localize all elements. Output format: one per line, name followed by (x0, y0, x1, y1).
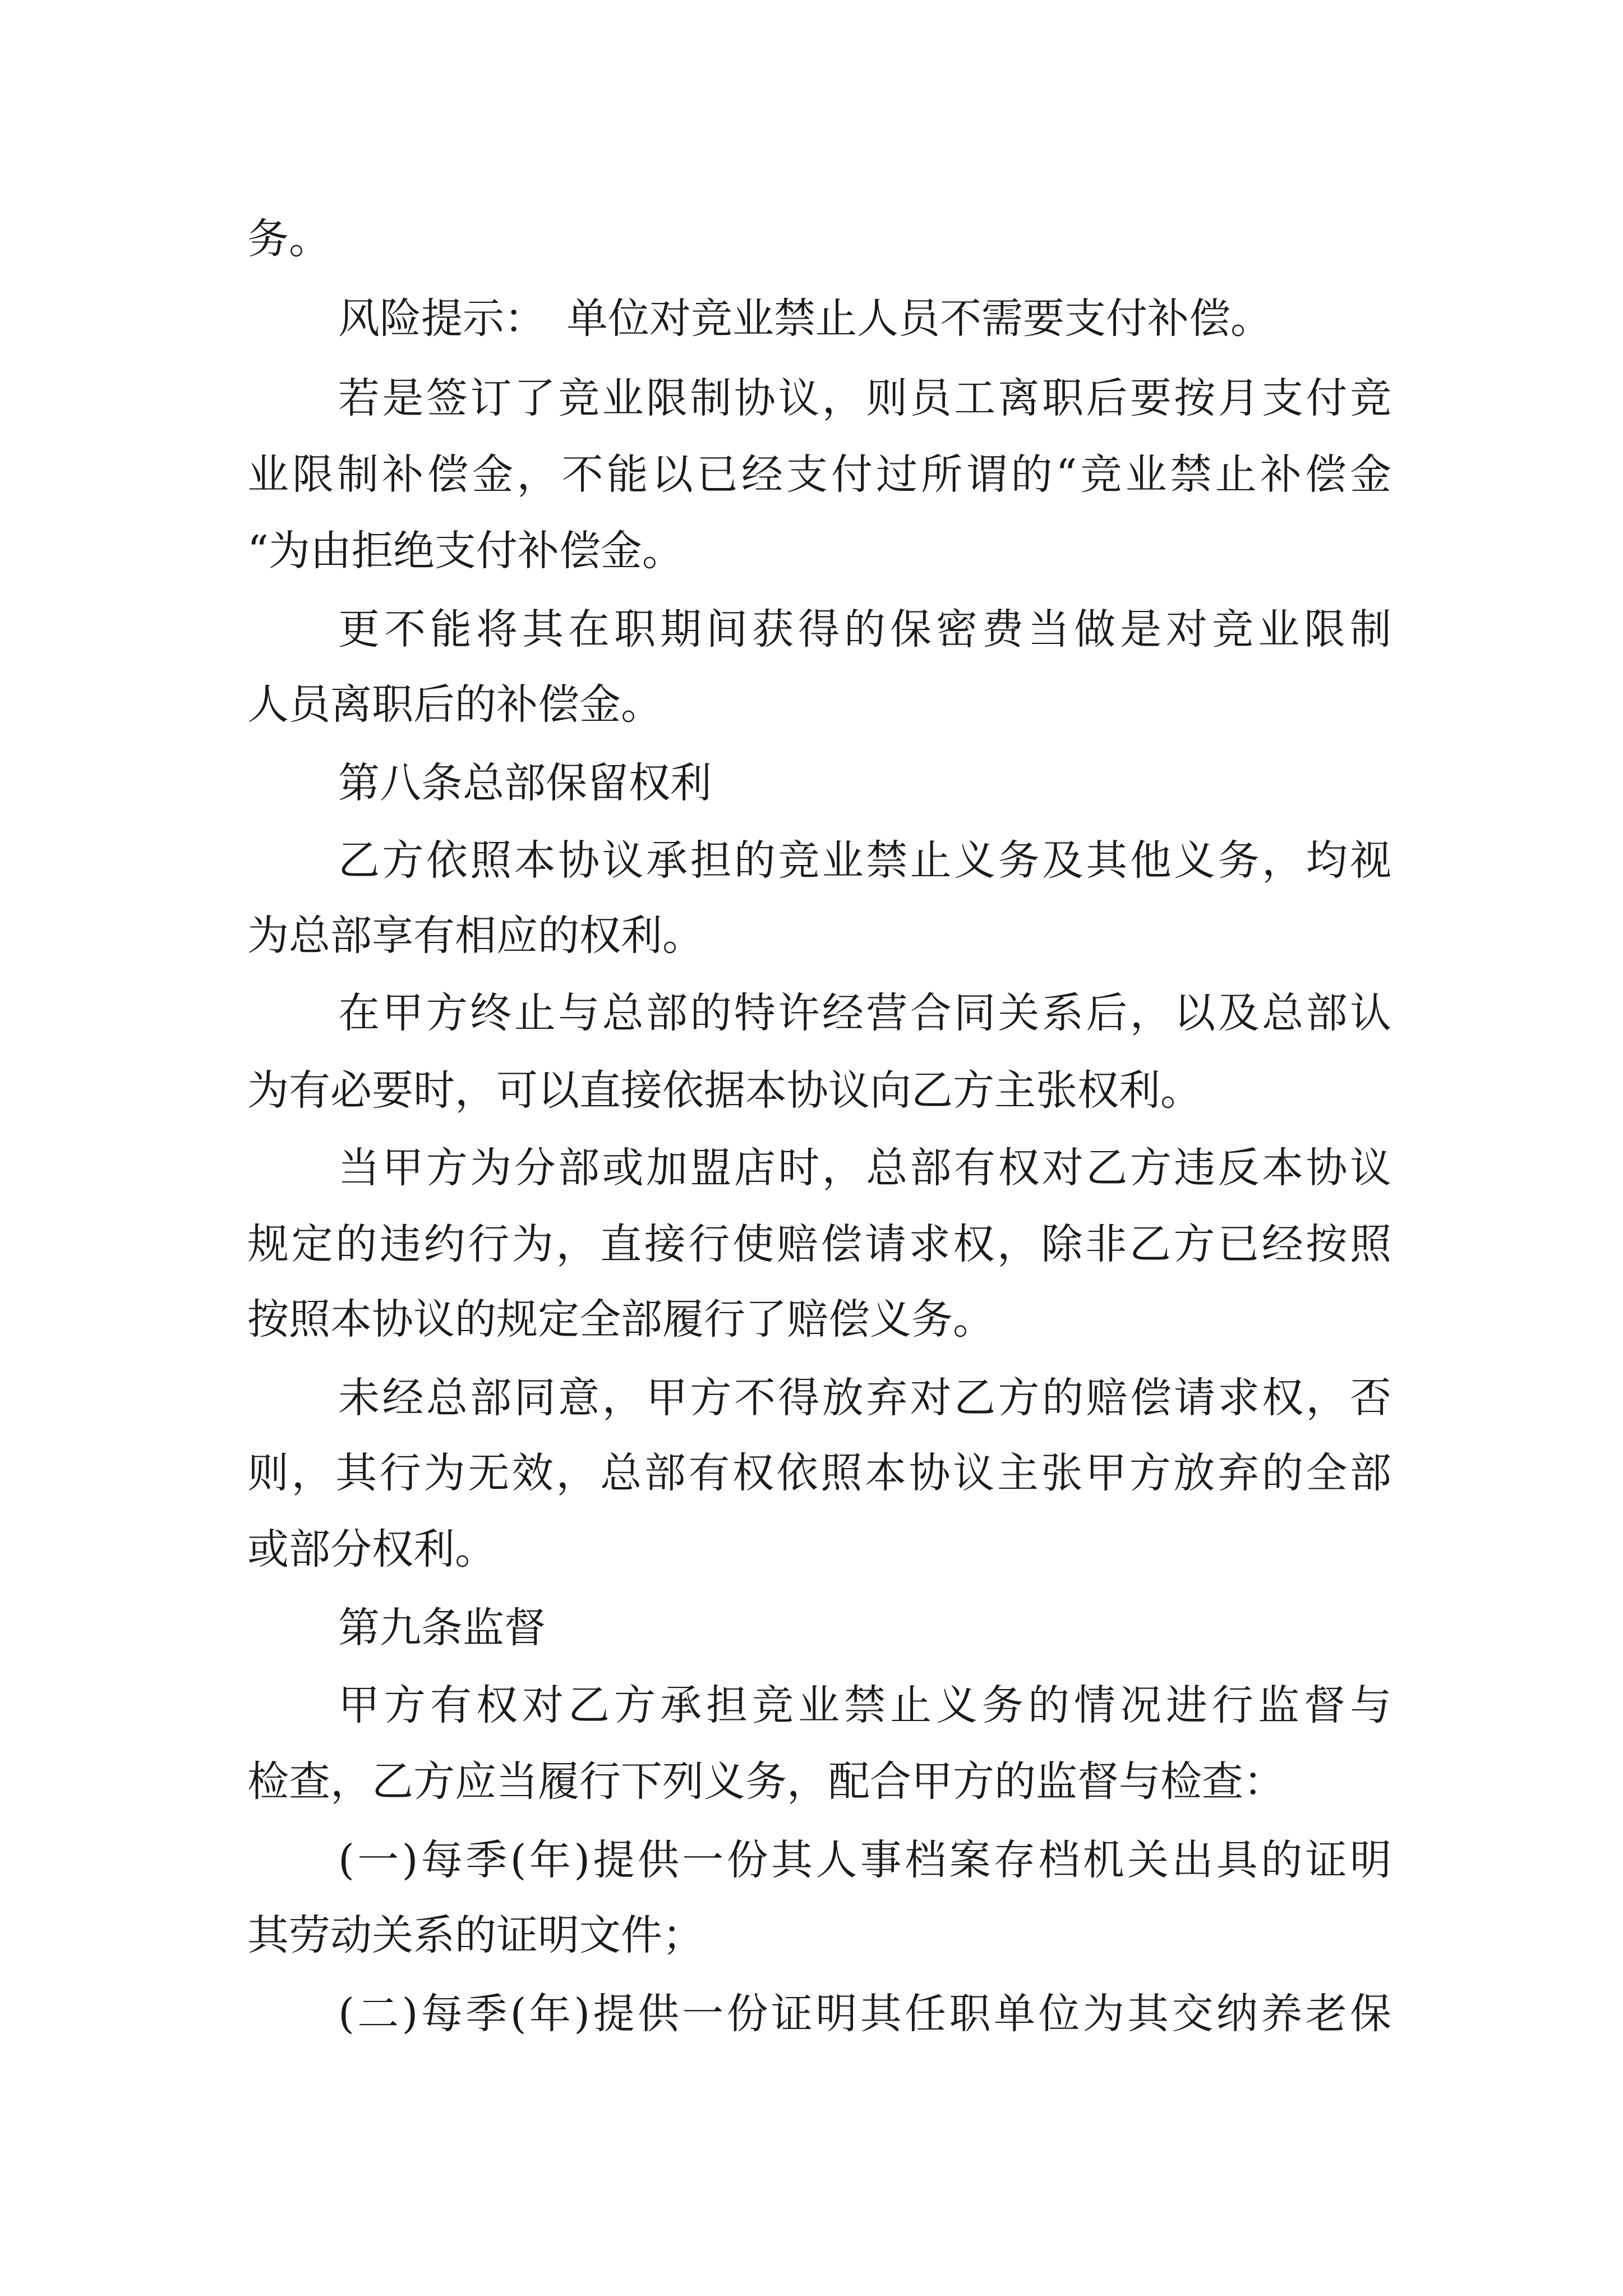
text-line: 务。 (247, 215, 330, 263)
text-line: “为由拒绝支付补偿金。 (247, 527, 684, 575)
text-line: 甲方有权对乙方承担竞业禁止义务的情况进行监督与 (338, 1681, 1391, 1729)
section-heading: 第九条监督 (338, 1604, 546, 1652)
text-line: (一)每季(年)提供一份其人事档案存档机关出具的证明 (338, 1836, 1391, 1884)
text-line: 若是签订了竞业限制协议，则员工离职后要按月支付竞 (338, 374, 1391, 422)
text-line: 其劳动关系的证明文件； (247, 1911, 704, 1959)
section-heading: 第八条总部保留权利 (338, 759, 712, 807)
text-line: (二)每季(年)提供一份证明其任职单位为其交纳养老保 (338, 1990, 1391, 2038)
text-line: 人员离职后的补偿金。 (247, 680, 662, 729)
text-line: 规定的违约行为，直接行使赔偿请求权，除非乙方已经按照 (247, 1220, 1391, 1268)
text-line: 或部分权利。 (247, 1525, 496, 1573)
text-line: 风险提示： 单位对竞业禁止人员不需要支付补偿。 (338, 295, 1272, 343)
text-line: 检查，乙方应当履行下列义务，配合甲方的监督与检查： (247, 1757, 1285, 1806)
text-line: 业限制补偿金，不能以已经支付过所谓的“竞业禁止补偿金 (247, 450, 1391, 499)
text-line: 为有必要时，可以直接依据本协议向乙方主张权利。 (247, 1066, 1202, 1115)
text-line: 按照本协议的规定全部履行了赔偿义务。 (247, 1295, 994, 1343)
text-line: 当甲方为分部或加盟店时，总部有权对乙方违反本协议 (338, 1144, 1391, 1192)
text-line: 在甲方终止与总部的特许经营合同关系后，以及总部认 (338, 989, 1391, 1037)
text-line: 则，其行为无效，总部有权依照本协议主张甲方放弃的全部 (247, 1449, 1391, 1497)
text-line: 为总部享有相应的权利。 (247, 912, 704, 960)
text-line: 更不能将其在职期间获得的保密费当做是对竞业限制 (338, 605, 1391, 654)
text-line: 未经总部同意，甲方不得放弃对乙方的赔偿请求权，否 (338, 1374, 1391, 1422)
text-line: 乙方依照本协议承担的竞业禁止义务及其他义务，均视 (338, 836, 1391, 885)
